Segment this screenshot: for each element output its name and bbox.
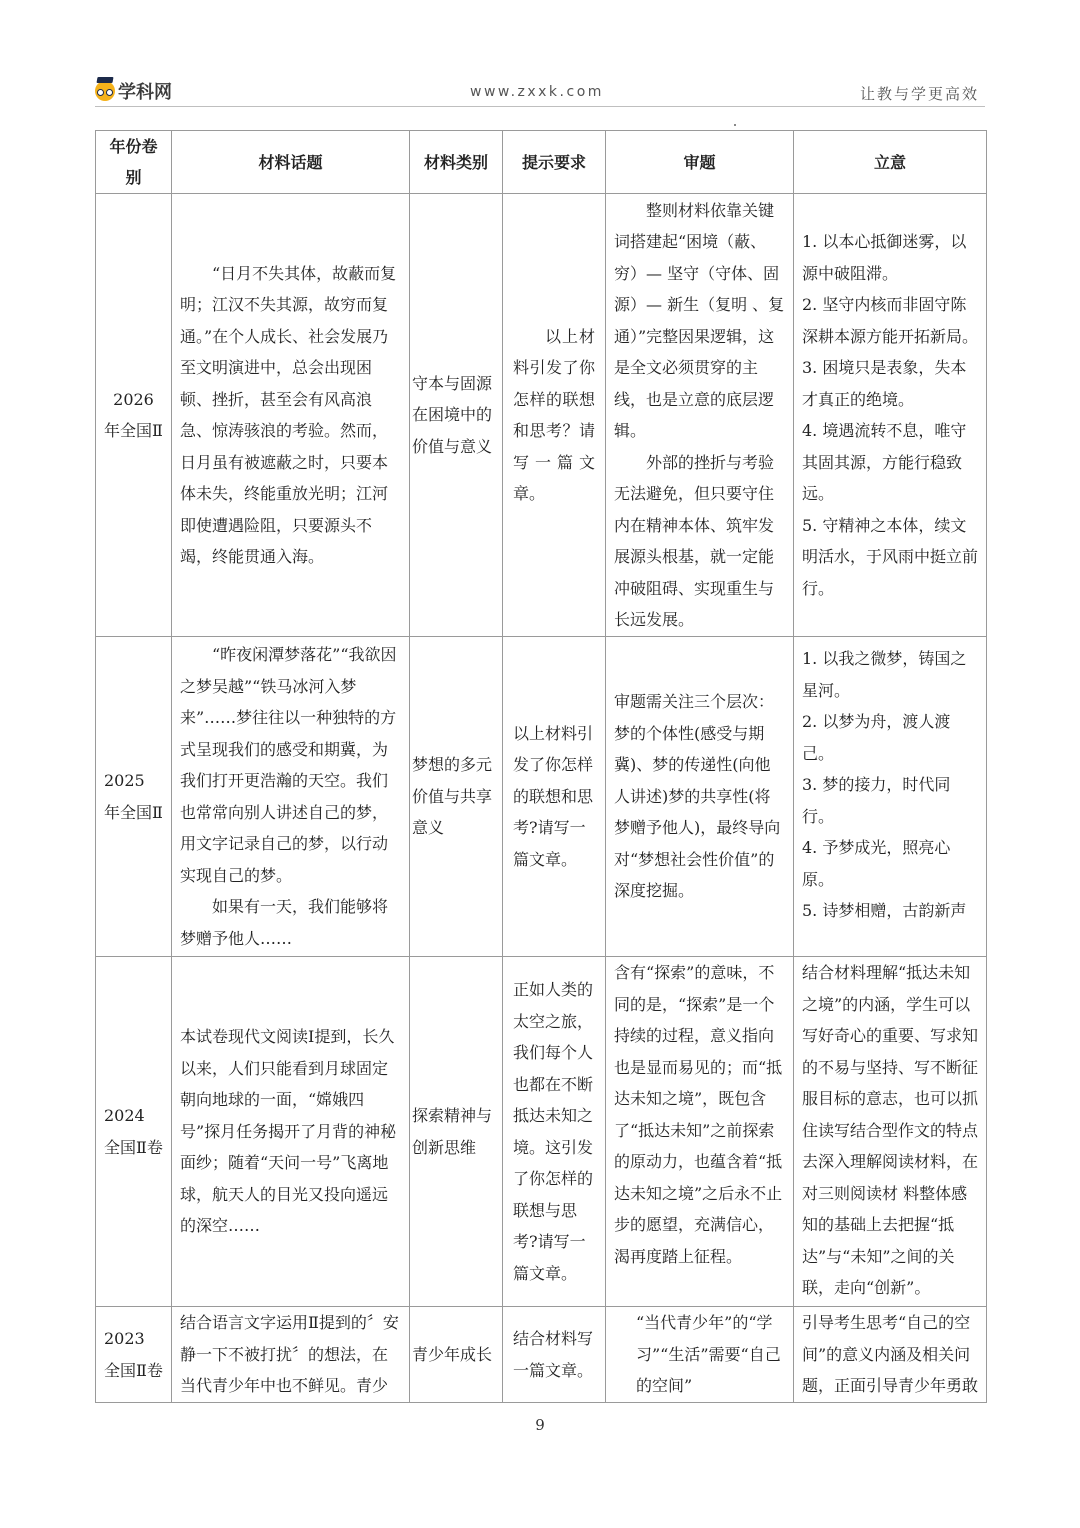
cell-ideas (794, 637, 987, 957)
cell-category: 守本与固源在困境中的价值与意义 (410, 194, 503, 637)
cell-prompt (503, 194, 606, 637)
analysis-paragraph: 整则材料依靠关键词搭建起“困境（蔽、穷）— 坚守（守体、固源）— 新生（复明 、复通）”完整因果逻辑，这是全文必须贯穿的主线，也是立意的底层逻辑。 (614, 200, 785, 440)
idea-item: 引导考生思考“自己的空间”的意义内涵及相关问题，正面引导青少年勇敢 (802, 1313, 978, 1395)
cell-category: 梦想的多元价值与共享意义 (410, 637, 503, 957)
logo-text: 学科网 (118, 82, 172, 103)
topic-paragraph: 结合语言文字运用Ⅱ提到的〞安静一下不被打扰〞的想法，在当代青少年中也不鲜见。青少 (180, 1313, 399, 1395)
cell-analysis (606, 637, 794, 957)
analysis-paragraph: 审题需关注三个层次：梦的个体性(感受与期冀)、梦的传递性(向他人讲述)梦的共享性(将梦赠予他人)，最终导向对“梦想社会性价值”的深度挖掘。 (614, 692, 781, 901)
cell-prompt: 正如人类的太空之旅，我们每个人也都在不断抵达未知之境。这引发了你怎样的联想与思考?请写一篇文章。 (503, 957, 606, 1307)
owl-logo-icon (95, 81, 115, 101)
header-year: 年份卷别 (96, 131, 172, 194)
topic-paragraph: “日月不失其体，故蔽而复明；江汉不失其源，故穷而复通。”在个人成长、社会发展乃至文明演进中，总会出现困顿、挫折，甚至会有风高浪急、惊涛骇浪的考验。然而，日月虽有被遮蔽之时，只要本体未失，终能重放光明；江河即使遭遇险阻，只要源头不竭，终能贯通入海。 (180, 263, 397, 566)
cell-year: 2024 全国Ⅱ卷 (96, 957, 172, 1307)
table-row (96, 957, 987, 1307)
header-divider (95, 106, 985, 107)
header-prompt: 提示要求 (503, 131, 606, 194)
idea-item: 3. 困境只是表象，失本才真正的绝境。 (802, 358, 967, 409)
header-ideas: 立意 (794, 131, 987, 194)
page-header (95, 78, 985, 106)
cell-analysis (606, 194, 794, 637)
topic-paragraph: “昨夜闲潭梦落花”“我欲因之梦吴越”“铁马冰河入梦来”……梦往往以一种独特的方式呈现我们的感受和期冀，为我们打开更浩瀚的天空。我们也常常向别人讲述自己的梦，用文字记录自己的梦，以行动实现自己的梦。 (180, 645, 397, 885)
site-url: www.zxxk.com (470, 84, 604, 100)
cell-topic (172, 194, 410, 637)
slogan: 让教与学更高效 (859, 85, 979, 103)
logo (95, 78, 172, 104)
table-row (96, 1307, 987, 1403)
stray-dot (734, 124, 736, 126)
table-row (96, 194, 987, 637)
table-row (96, 637, 987, 957)
cell-ideas (794, 1307, 987, 1403)
cell-analysis (606, 1307, 794, 1403)
idea-item: 3. 梦的接力，时代同行。 (802, 775, 951, 826)
header-analysis: 审题 (606, 131, 794, 194)
topic-paragraph: 本试卷现代文阅读Ⅰ提到，长久以来，人们只能看到月球固定朝向地球的一面，“嫦娥四号”探月任务揭开了月背的神秘面纱；随着“天问一号”飞离地球，航天人的目光又投向遥远的深空…… (180, 1027, 397, 1236)
header-topic: 材料话题 (172, 131, 410, 194)
cell-prompt: 结合材料写一篇文章。 (503, 1307, 606, 1403)
analysis-paragraph: 外部的挫折与考验无法避免，但只要守住内在精神本体、筑牢发展源头根基，就一定能冲破阻碍、实现重生与长远发展。 (614, 452, 775, 629)
cell-ideas (794, 194, 987, 637)
cell-year: 2023 全国Ⅱ卷 (96, 1307, 172, 1403)
idea-item: 1. 以本心抵御迷雾，以源中破阻滞。 (802, 232, 967, 283)
idea-item: 5. 守精神之本体，续文明活水，于风雨中挺立前行。 (802, 515, 979, 598)
prompt-text: 以上材料引发了你怎样的联想和思考？请写一篇文章。 (513, 326, 595, 503)
page-number: 9 (535, 1416, 545, 1434)
cell-topic (172, 957, 410, 1307)
cell-analysis (606, 957, 794, 1307)
idea-item: 结合材料理解“抵达未知之境”的内涵，学生可以写好奇心的重要、写求知的不易与坚持、写不断征服目标的意志，也可以抓住读写结合型作文的特点去深入理解阅读材料，在对三则阅读材 料整体感知的基础上去把握“抵达”与“未知”之间的关联，走向“创新”。 (802, 963, 979, 1297)
cell-ideas (794, 957, 987, 1307)
cell-year: 2025 年全国Ⅱ (96, 637, 172, 957)
cell-category: 青少年成长 (410, 1307, 503, 1403)
topic-paragraph: 如果有一天，我们能够将梦赠予他人…… (180, 897, 389, 948)
cell-topic (172, 637, 410, 957)
cell-topic (172, 1307, 410, 1403)
idea-item: 1. 以我之微梦，铸国之星河。 (802, 649, 967, 700)
analysis-paragraph: “当代青少年”的“学习”“生活”需要“自己的空间” (636, 1313, 781, 1395)
cell-category: 探索精神与创新思维 (410, 957, 503, 1307)
cell-year: 2026 年全国Ⅱ (96, 194, 172, 637)
idea-item: 4. 境遇流转不息，唯守其固其源，方能行稳致远。 (802, 421, 967, 503)
idea-item: 5. 诗梦相赠，古韵新声 (802, 901, 967, 920)
idea-item: 2. 以梦为舟，渡人渡己。 (802, 712, 951, 763)
idea-item: 4. 予梦成光，照亮心原。 (802, 838, 951, 889)
analysis-paragraph: 含有“探索”的意味，不同的是，“探索”是一个持续的过程，意义指向也是显而易见的；而“抵达未知之境”，既包含了“抵达未知”之前探索的原动力，也蕴含着“抵达未知之境”之后永不止步的愿望，充满信心，渴再度踏上征程。 (614, 963, 783, 1266)
cell-prompt: 以上材料引发了你怎样的联想和思考?请写一篇文章。 (503, 637, 606, 957)
header-category: 材料类别 (410, 131, 503, 194)
idea-item: 2. 坚守内核而非固守陈深耕本源方能开拓新局。 (802, 295, 979, 346)
essay-topics-table (95, 130, 987, 1403)
table-header-row (96, 131, 987, 194)
